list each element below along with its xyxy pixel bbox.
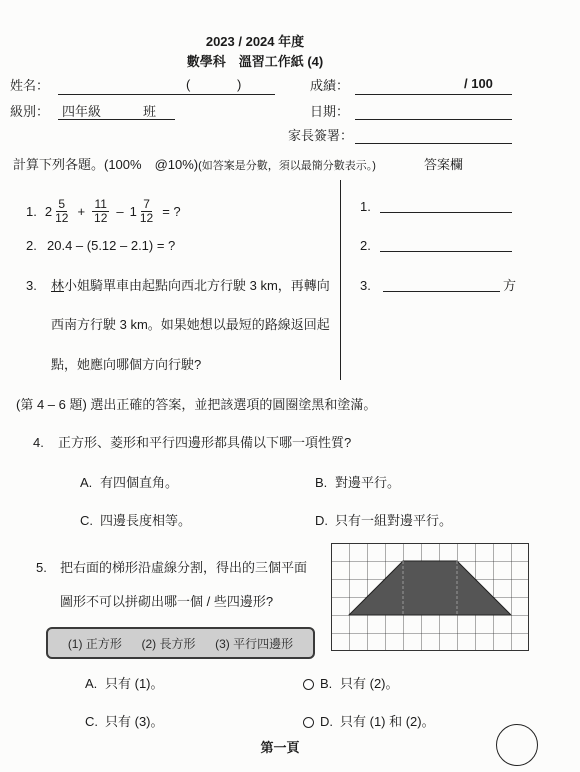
q5-option-a[interactable] [85, 676, 164, 692]
school-year: 2023 / 2024 年度 [205, 34, 305, 49]
date-field[interactable] [355, 105, 512, 120]
equals-question: = ? [162, 203, 181, 219]
q4-option-a[interactable] [80, 475, 178, 491]
question-4-number: 4. [33, 435, 44, 450]
answer-3-number: 3. [360, 278, 371, 293]
question-1 [26, 195, 187, 227]
score-total: / 100 [464, 76, 493, 91]
answer-1-field[interactable] [380, 198, 512, 213]
section1-instruction-main: 計算下列各題。(100% @10%) [13, 157, 199, 172]
q5-option-c[interactable] [85, 714, 164, 730]
name-label: 姓名： [10, 78, 50, 93]
numerator: 5 [58, 196, 66, 211]
question-3-line-1 [51, 278, 330, 294]
class-suffix: 班 [143, 104, 157, 119]
answer-column-heading: 答案欄 [424, 157, 464, 172]
option-text: 四邊長度相等。 [100, 513, 192, 528]
parent-signature-label: 家長簽署： [288, 128, 354, 143]
question-3-line-3: 點，她應向哪個方向行駛? [51, 357, 202, 372]
q4-option-c[interactable] [80, 513, 191, 529]
question-5-line-2: 圖形不可以拼砌出哪一個 / 些四邊形? [60, 594, 274, 609]
denominator: 12 [94, 210, 108, 225]
option-letter: D. [320, 714, 333, 729]
name-field[interactable] [58, 80, 275, 95]
plus-operator: + [77, 203, 86, 219]
mixed-number-whole: 1 [129, 203, 137, 219]
class-label: 級別： [10, 104, 50, 119]
question-number: 1. [26, 203, 37, 219]
option-text: 只有 (1) 和 (2)。 [340, 714, 435, 729]
q5-option-b[interactable] [320, 676, 399, 692]
score-circle[interactable] [496, 724, 538, 766]
option-letter: D. [315, 513, 328, 528]
option-letter: A. [80, 475, 93, 490]
answer-3-unit: 方 [503, 278, 517, 293]
mixed-number-whole: 2 [44, 203, 53, 219]
option-text: 有四個直角。 [100, 475, 179, 490]
q4-option-b[interactable] [315, 475, 400, 491]
parent-signature-field[interactable] [355, 129, 512, 144]
answer-column-divider [340, 180, 341, 380]
option-letter: A. [85, 676, 98, 691]
class-number-bracket-open: ( [186, 77, 191, 92]
answer-3-field[interactable] [383, 277, 500, 292]
question-2-number: 2. [26, 238, 37, 253]
shape-choice: (1) 正方形 [67, 636, 122, 651]
option-text: 只有 (3)。 [105, 714, 164, 729]
fraction [92, 198, 109, 225]
option-letter: C. [80, 513, 93, 528]
option-letter: B. [320, 676, 333, 691]
option-text: 對邊平行。 [335, 475, 401, 490]
q5-option-d[interactable] [320, 714, 435, 730]
denominator: 12 [139, 210, 154, 225]
question-4-text: 正方形、菱形和平行四邊形都具備以下哪一項性質? [58, 435, 352, 450]
fraction [53, 198, 70, 225]
shape-choice: (2) 長方形 [141, 636, 196, 651]
section2-instruction: (第 4 – 6 題) 選出正確的答案，並把該選項的圓圈塗黑和塗滿。 [16, 397, 377, 412]
shape-choice: (3) 平行四邊形 [215, 636, 294, 651]
minus-operator: – [116, 203, 124, 219]
trapezoid-grid-figure [331, 543, 529, 651]
denominator: 12 [55, 210, 69, 225]
question-5-line-1: 把右面的梯形沿虛線分割，得出的三個平面 [60, 560, 308, 575]
fraction [138, 198, 155, 225]
section1-instruction [13, 157, 376, 174]
option-text: 只有 (1)。 [105, 676, 164, 691]
section1-instruction-note: (如答案是分數，須以最簡分數表示。) [198, 160, 376, 172]
question-2-text: 20.4 – (5.12 – 2.1) = ? [47, 238, 176, 253]
numerator: 7 [143, 196, 150, 211]
numerator: 11 [94, 196, 107, 211]
q5-option-b-bubble[interactable] [303, 679, 314, 690]
option-letter: C. [85, 714, 98, 729]
question-5-number: 5. [36, 560, 47, 575]
answer-2-field[interactable] [380, 237, 512, 252]
q5-option-d-bubble[interactable] [303, 717, 314, 728]
date-label: 日期： [310, 104, 350, 119]
question-3-line-1-text: 小姐騎單車由起點向西北方行駛 3 km，再轉向 [64, 278, 330, 293]
answer-1-number: 1. [360, 199, 371, 214]
option-text: 只有一組對邊平行。 [335, 513, 453, 528]
option-text: 只有 (2)。 [340, 676, 399, 691]
question-3-number: 3. [26, 278, 37, 293]
q4-option-d[interactable] [315, 513, 452, 529]
class-number-bracket-close: ) [237, 77, 242, 92]
worksheet-title: 數學科 溫習工作紙 (4) [186, 54, 324, 69]
person-name: 林 [51, 278, 65, 293]
page-number: 第一頁 [260, 740, 300, 755]
question-3-line-2: 西南方行駛 3 km。如果她想以最短的路線返回起 [51, 317, 330, 332]
option-letter: B. [315, 475, 328, 490]
score-label: 成績： [310, 78, 350, 93]
answer-2-number: 2. [360, 238, 371, 253]
shape-choices-box [46, 627, 315, 659]
grade-value: 四年級 [62, 104, 102, 119]
